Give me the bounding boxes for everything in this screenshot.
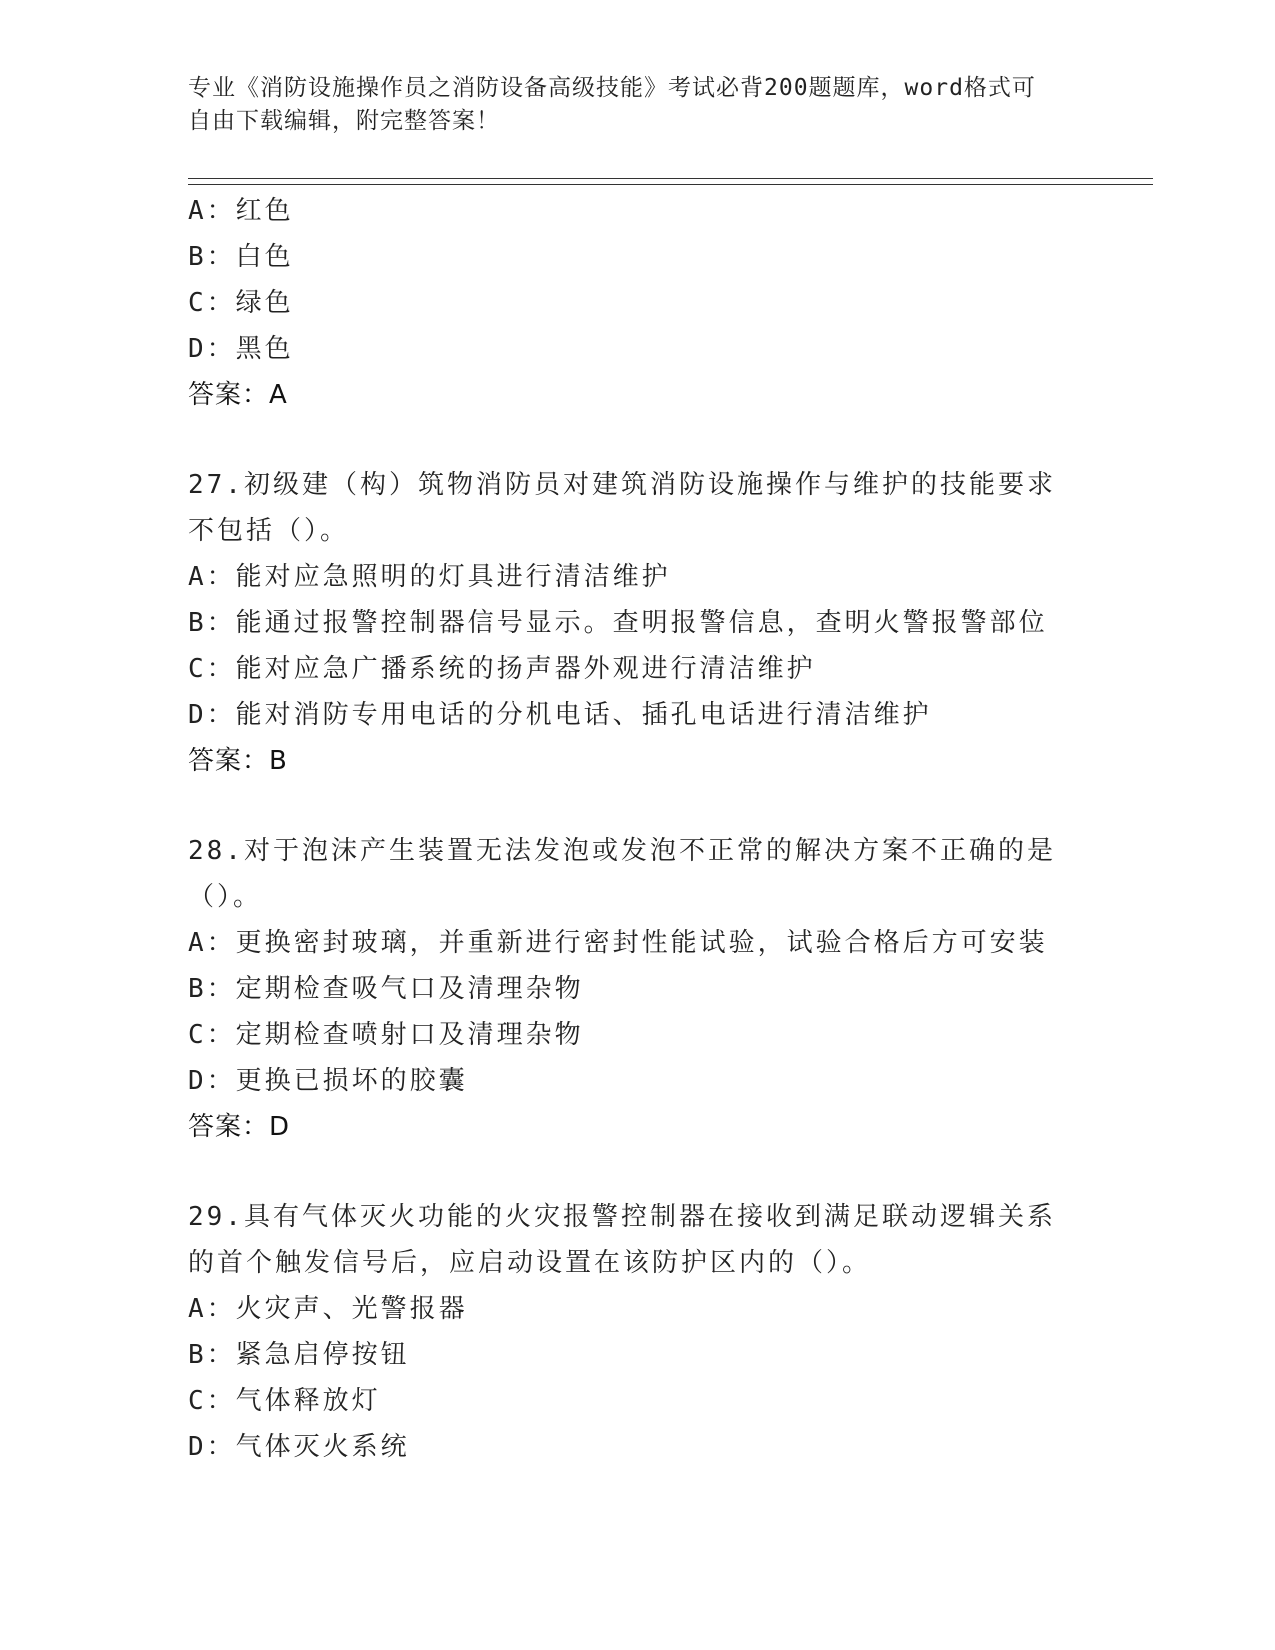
option-a: A：红色 xyxy=(188,196,294,226)
question-28 xyxy=(188,828,1088,1150)
answer: 答案：D xyxy=(188,1112,291,1142)
header-divider xyxy=(188,178,1153,185)
header-line-1: 专业《消防设施操作员之消防设备高级技能》考试必背200题题库，word格式可 xyxy=(188,75,1036,101)
document-header xyxy=(188,72,1088,138)
option-a: A：火灾声、光警报器 xyxy=(188,1294,468,1324)
option-b: B：能通过报警控制器信号显示。查明报警信息，查明火警报警部位 xyxy=(188,608,1048,638)
option-d: D：能对消防专用电话的分机电话、插孔电话进行清洁维护 xyxy=(188,700,932,730)
question-stem: 28.对于泡沫产生装置无法发泡或发泡不正常的解决方案不正确的是（）。 xyxy=(188,836,1056,912)
question-27 xyxy=(188,462,1088,784)
option-c: C：气体释放灯 xyxy=(188,1386,381,1416)
answer: 答案：A xyxy=(188,380,288,410)
option-c: C：绿色 xyxy=(188,288,294,318)
option-d: D：气体灭火系统 xyxy=(188,1432,410,1462)
question-26 xyxy=(188,188,1088,418)
answer: 答案：B xyxy=(188,746,288,776)
option-a: A：能对应急照明的灯具进行清洁维护 xyxy=(188,562,671,592)
option-b: B：白色 xyxy=(188,242,294,272)
question-29 xyxy=(188,1194,1088,1470)
header-line-2: 自由下载编辑，附完整答案！ xyxy=(188,108,500,134)
option-b: B：紧急启停按钮 xyxy=(188,1340,410,1370)
option-d: D：黑色 xyxy=(188,334,294,364)
spacer xyxy=(188,418,1088,462)
option-b: B：定期检查吸气口及清理杂物 xyxy=(188,974,584,1004)
question-stem: 29.具有气体灭火功能的火灾报警控制器在接收到满足联动逻辑关系的首个触发信号后，应启动设置在该防护区内的（）。 xyxy=(188,1202,1056,1278)
option-d: D：更换已损坏的胶囊 xyxy=(188,1066,468,1096)
question-stem: 27.初级建（构）筑物消防员对建筑消防设施操作与维护的技能要求不包括（）。 xyxy=(188,470,1056,546)
option-a: A：更换密封玻璃，并重新进行密封性能试验，试验合格后方可安装 xyxy=(188,928,1048,958)
spacer xyxy=(188,784,1088,828)
spacer xyxy=(188,1150,1088,1194)
question-list xyxy=(188,188,1088,1470)
option-c: C：能对应急广播系统的扬声器外观进行清洁维护 xyxy=(188,654,816,684)
option-c: C：定期检查喷射口及清理杂物 xyxy=(188,1020,584,1050)
